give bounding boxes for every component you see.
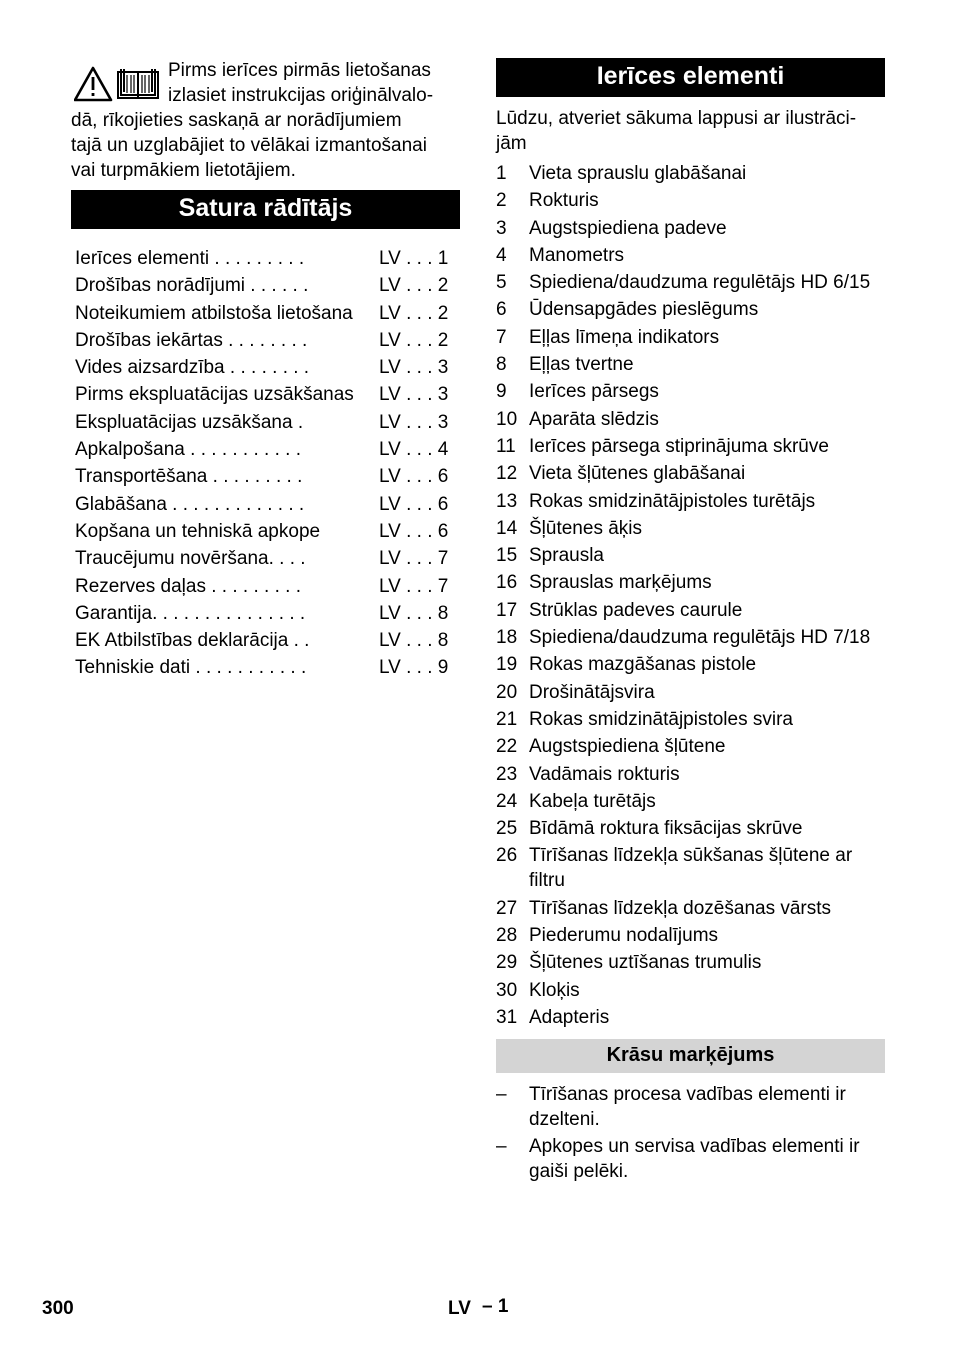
item-label: Spiediena/daudzuma regulētājs HD 7/18 [529, 627, 871, 649]
item-label: Ierīces pārsegs [529, 381, 659, 403]
item-label: Vadāmais rokturis [529, 763, 680, 785]
elements-lead: Lūdzu, atveriet sākuma lappusi ar ilustrāci-jām [496, 108, 857, 154]
list-item [496, 242, 885, 269]
item-number: 17 [496, 599, 518, 621]
item-number: 27 [496, 897, 518, 919]
item-label: Piederumu nodalījums [529, 925, 719, 947]
item-label: Eļļas līmeņa indikators [529, 326, 720, 348]
item-number: 1 [496, 163, 507, 184]
intro-line: tajā un uzglabājiet to vēlākai izmantošanai [71, 135, 427, 156]
item-label: Adapteris [529, 1006, 610, 1028]
item-number: 8 [496, 354, 507, 376]
list-item [496, 406, 885, 433]
toc-entry-page: LV . . . 3 [379, 411, 449, 433]
toc-entry-title: Tehniskie dati . . . . . . . . . . . [75, 657, 307, 679]
item-label: Rokturis [529, 190, 599, 212]
item-label: Ierīces pārsega stiprinājuma skrūve [529, 435, 829, 457]
toc-entry-title: Rezerves daļas . . . . . . . . . [75, 575, 301, 597]
item-label: Rokas smidzinātājpistoles svira [529, 708, 793, 730]
toc-entry-page: LV . . . 3 [379, 384, 449, 406]
list-item [496, 761, 885, 788]
footer-section-page: – 1 [482, 1296, 509, 1317]
toc-entry-page: LV . . . 2 [379, 329, 449, 351]
item-number: 14 [496, 517, 518, 539]
item-label: Kabeļa turētājs [529, 790, 656, 812]
toc-entry-page: LV . . . 2 [379, 275, 449, 297]
toc-entry[interactable] [75, 627, 460, 654]
toc-entry[interactable] [75, 573, 460, 600]
list-item [496, 324, 885, 351]
item-number: 10 [496, 408, 518, 430]
toc-entry-page: LV . . . 6 [379, 493, 449, 515]
toc-entry-title: Transportēšana . . . . . . . . . [75, 466, 303, 488]
bullet-dash: – [496, 1136, 507, 1158]
footer-language: LV [448, 1298, 471, 1319]
toc-entry[interactable] [75, 272, 460, 299]
toc-entry-page: LV . . . 3 [379, 357, 449, 379]
toc-entry[interactable] [75, 300, 460, 327]
toc-entry[interactable] [75, 654, 460, 681]
intro-line: Pirms ierīces pirmās lietošanas [168, 60, 431, 81]
elements-heading: Ierīces elementi [496, 58, 885, 97]
toc-entry-title: Apkalpošana . . . . . . . . . . . [75, 439, 301, 461]
intro-line: izlasiet instrukcijas oriģinālvalo- [168, 85, 434, 106]
list-item [496, 515, 885, 542]
list-item [496, 949, 885, 976]
intro-line: dā, rīkojieties saskaņā ar norādījumiem [71, 110, 402, 131]
list-item [496, 895, 885, 922]
intro-line: vai turpmākiem lietotājiem. [71, 160, 296, 181]
warning-triangle-icon [75, 68, 111, 100]
item-number: 9 [496, 381, 507, 403]
list-item [496, 733, 885, 760]
toc-entry-page: LV . . . 8 [379, 630, 449, 652]
list-item [496, 788, 885, 815]
list-item [496, 542, 885, 569]
item-number: 24 [496, 790, 518, 812]
list-item [496, 160, 885, 187]
toc-entry-page: LV . . . 6 [379, 466, 449, 488]
open-book-icon [118, 69, 158, 98]
toc-entry[interactable] [75, 463, 460, 490]
list-item [496, 679, 885, 706]
item-number: 13 [496, 490, 518, 512]
item-label: Šļūtenes āķis [529, 517, 643, 539]
item-label: Bīdāmā roktura fiksācijas skrūve [529, 818, 803, 840]
parts-list [496, 160, 885, 1031]
list-item [496, 1004, 885, 1031]
item-number: 19 [496, 654, 518, 676]
toc-entry-title: Pirms ekspluatācijas uzsākšanas [75, 384, 354, 406]
toc-entry[interactable] [75, 245, 460, 272]
toc-entry-title: Glabāšana . . . . . . . . . . . . . [75, 493, 305, 515]
item-number: 30 [496, 979, 518, 1001]
item-label: Augstspiediena padeve [529, 217, 727, 239]
item-label: Aparāta slēdzis [529, 408, 659, 430]
list-item [496, 597, 885, 624]
intro-notice [71, 58, 460, 183]
toc-entry-page: LV . . . 9 [379, 657, 449, 679]
table-of-contents [71, 245, 460, 682]
item-label: Manometrs [529, 244, 625, 266]
toc-entry-title: EK Atbilstības deklarācija . . [75, 630, 310, 652]
toc-entry-title: Traucējumu novēršana. . . . [75, 548, 306, 570]
list-item [496, 569, 885, 596]
item-label: Rokas smidzinātājpistoles turētājs [529, 490, 816, 512]
toc-entry[interactable] [75, 491, 460, 518]
toc-entry[interactable] [75, 327, 460, 354]
list-item [496, 215, 885, 242]
list-item [496, 922, 885, 949]
list-item [496, 269, 885, 296]
item-number: 20 [496, 681, 518, 703]
toc-entry-page: LV . . . 2 [379, 302, 449, 324]
list-item [496, 351, 885, 378]
item-number: 6 [496, 299, 507, 321]
list-item [496, 296, 885, 323]
item-number: 15 [496, 545, 518, 567]
toc-entry-page: LV . . . 6 [379, 520, 449, 542]
warning-book-icons [74, 66, 160, 102]
item-number: 28 [496, 925, 518, 947]
item-label: Augstspiediena šļūtene [529, 736, 726, 758]
list-item [496, 187, 885, 214]
list-item [496, 624, 885, 651]
list-item [496, 706, 885, 733]
toc-entry-title: Vides aizsardzība . . . . . . . . [75, 357, 310, 379]
list-item [496, 460, 885, 487]
item-number: 23 [496, 763, 518, 785]
item-number: 11 [496, 435, 516, 457]
list-item [496, 815, 885, 842]
toc-entry[interactable] [75, 354, 460, 381]
item-label: Spiediena/daudzuma regulētājs HD 6/15 [529, 272, 871, 294]
list-item [496, 977, 885, 1004]
toc-entry-page: LV . . . 4 [379, 439, 449, 461]
list-item [496, 842, 885, 894]
list-item [496, 1082, 885, 1132]
item-label: Vieta šļūtenes glabāšanai [529, 463, 746, 485]
item-label: Šļūtenes uztīšanas trumulis [529, 952, 762, 974]
item-number: 7 [496, 326, 507, 348]
list-item [496, 1134, 885, 1184]
item-label: Kloķis [529, 979, 580, 1001]
left-column [71, 58, 460, 682]
toc-heading: Satura rādītājs [71, 190, 460, 229]
color-marking-list [496, 1082, 885, 1184]
item-label: Ūdensapgādes pieslēgums [529, 299, 759, 321]
toc-entry[interactable] [75, 381, 460, 408]
list-item [496, 488, 885, 515]
toc-entry-title: Kopšana un tehniskā apkope [75, 520, 321, 542]
item-label: Drošinātājsvira [529, 681, 655, 703]
item-label: Tīrīšanas līdzekļa sūkšanas šļūtene ar filtru [529, 845, 853, 892]
bullet-text: Apkopes un servisa vadības elementi ir gaiši pelēki. [529, 1136, 860, 1183]
item-label: Rokas mazgāšanas pistole [529, 654, 757, 676]
toc-entry[interactable] [75, 545, 460, 572]
toc-entry-title: Ekspluatācijas uzsākšana . [75, 411, 304, 433]
item-number: 25 [496, 818, 518, 840]
item-number: 16 [496, 572, 518, 594]
toc-entry-title: Garantija. . . . . . . . . . . . . . . [75, 602, 306, 624]
item-number: 29 [496, 952, 518, 974]
toc-entry-page: LV . . . 8 [379, 602, 449, 624]
item-number: 31 [496, 1006, 518, 1028]
item-label: Vieta sprauslu glabāšanai [529, 163, 747, 184]
toc-entry-title: Noteikumiem atbilstoša lietošana [75, 302, 353, 324]
toc-entry-page: LV . . . 7 [379, 575, 449, 597]
list-item [496, 433, 885, 460]
list-item [496, 651, 885, 678]
item-number: 5 [496, 272, 507, 294]
toc-entry-page: LV . . . 1 [379, 248, 449, 269]
item-number: 22 [496, 736, 518, 758]
toc-entry[interactable] [75, 409, 460, 436]
item-number: 21 [496, 708, 518, 730]
item-number: 26 [496, 845, 518, 867]
item-label: Sprausla [529, 545, 604, 567]
item-number: 2 [496, 190, 507, 212]
color-marking-heading: Krāsu marķējums [496, 1039, 885, 1073]
toc-entry-title: Drošības iekārtas . . . . . . . . [75, 329, 308, 351]
item-label: Sprauslas marķējums [529, 572, 712, 594]
toc-entry-title: Drošības norādījumi . . . . . . [75, 275, 309, 297]
bullet-dash: – [496, 1084, 507, 1106]
item-number: 18 [496, 627, 518, 649]
right-column [496, 58, 885, 1186]
toc-entry-page: LV . . . 7 [379, 548, 449, 570]
item-number: 3 [496, 217, 507, 239]
item-label: Strūklas padeves caurule [529, 599, 743, 621]
item-number: 4 [496, 244, 507, 266]
toc-entry-title: Ierīces elementi . . . . . . . . . [75, 248, 305, 269]
list-item [496, 378, 885, 405]
toc-entry[interactable] [75, 436, 460, 463]
item-label: Tīrīšanas līdzekļa dozēšanas vārsts [529, 897, 832, 919]
item-number: 12 [496, 463, 518, 485]
item-label: Eļļas tvertne [529, 354, 634, 376]
toc-entry[interactable] [75, 600, 460, 627]
page-number: 300 [42, 1298, 74, 1319]
toc-entry[interactable] [75, 518, 460, 545]
bullet-text: Tīrīšanas procesa vadības elementi ir dzelteni. [529, 1084, 846, 1131]
